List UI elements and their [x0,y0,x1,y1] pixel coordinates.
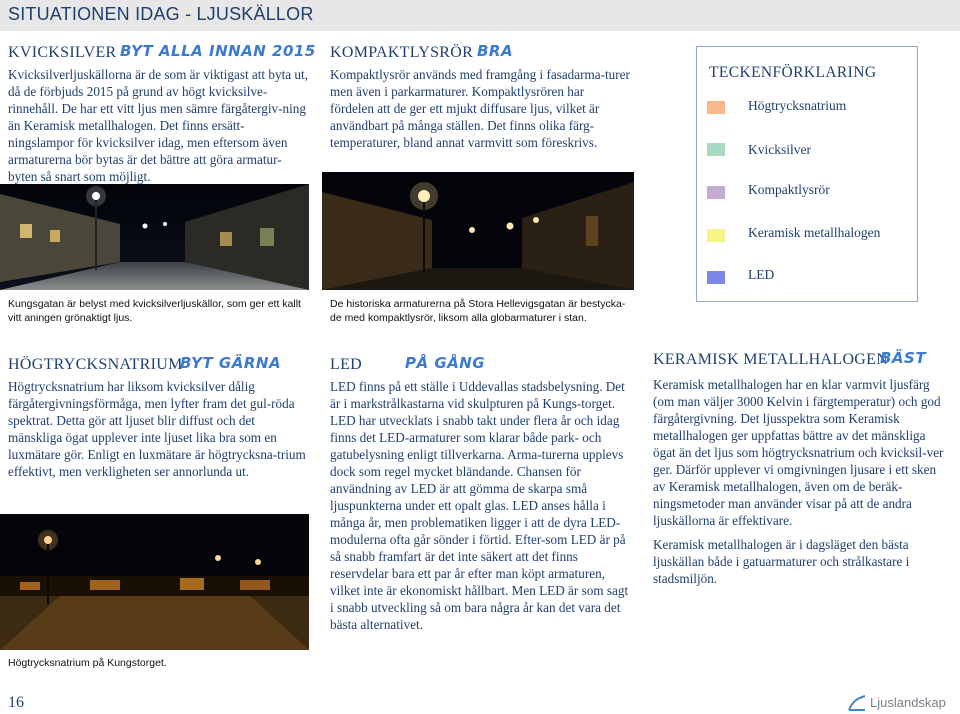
keramisk-tag: BÄST [880,349,927,367]
legend-label-led: LED [748,267,775,282]
led-body: LED finns på ett ställe i Uddevallas stadsbelysning. Det är i markstrålkastarna vid skulpturen på Kungs-torget. LED har utvecklats i snabb takt under flera år och idag finns det LED-armaturer som klarar både park- och gatubelysning enligt tillverkarna. Arma-turerna upplevs dock som regel mycket bländande. Chansen för användning av LED är att gömma de skarpa små ljuspunkterna under ett opalt glas. LED anses hålla i många år, men problematiken ligger i att de dyra LED-modulerna ofta går sönder i förtid. Efter-som LED är på så snabb framfart är det inte säkert att det finns reservdelar bara ett par år efter man köpt armaturen, vilket inte är ekonomiskt hållbart. Men LED är som sagt i snabb utveckling så om bara några år kan det vara det bästa alternativet. [330,379,629,632]
hogtrycksnatrium-body: Högtrycksnatrium har liksom kvicksilver dålig färgåtergivningsförmåga, men lyfter fram det gul-röda spektrat. Detta gör att ljuset blir diffust och det mänskliga ögat upplever inte ljuset lika bra som en luxmätare gör. Enligt en luxmätare är högtrycksna-trium effektivt, men verkligheten ser annorlunda ut. [8,379,306,479]
legend-label-hogtrycksnatrium: Högtrycksnatrium [748,98,847,113]
hogtrycksnatrium-caption: Högtrycksnatrium på Kungstorget. [8,657,167,669]
legend-swatch-hogtrycksnatrium [707,101,725,114]
led-heading: LED [330,356,363,373]
logo-text: Ljuslandskap [870,695,946,710]
kungsgatan-photo [0,184,309,290]
legend [696,46,918,302]
kvicksilver-body: Kvicksilverljuskällorna är de som är viktigast att byta ut, då de förbjuds 2015 på grund av högt kvicksilve-rinnehåll. De har ett vitt ljus men sämre färgåtergiv-ning än Keramisk metallhalogen. Det finns ersätt-ningslampor för kvicksilver idag, men eftersom även armaturerna bör bytas är det bättre att göra armatur-byten så snart som möjligt. [8,67,308,184]
hogtrycksnatrium-tag: BYT GÄRNA [180,354,282,372]
legend-label-keramisk-metallhalogen: Keramisk metallhalogen [748,225,881,240]
legend-label-kvicksilver: Kvicksilver [748,142,811,157]
legend-title: TECKENFÖRKLARING [709,64,877,81]
legend-swatch-kompaktlysror [707,186,725,199]
page-number: 16 [8,694,24,711]
keramisk-heading: KERAMISK METALLHALOGEN [653,351,889,368]
stora-hellevigsgatan-photo [322,172,634,290]
kvicksilver-tag: BYT ALLA INNAN 2015 [120,42,316,60]
keramisk-body-2: Keramisk metallhalogen är i dagsläget den bästa ljuskällan både i gatuarmaturer och strålkastare i stadsmiljön. [653,537,910,586]
legend-swatch-keramisk-metallhalogen [707,229,725,242]
legend-swatch-kvicksilver [707,143,725,156]
hogtrycksnatrium-heading: HÖGTRYCKSNATRIUM [8,356,183,373]
keramisk-body-1: Keramisk metallhalogen har en klar varmvit ljusfärg (om man väljer 3000 Kelvin i färgtemperatur) och god färgåtergivning. Det ljusspektra som Keramisk metallhalogen ger uppfattas bättre av det mänskliga ögat än det ljus som högtrycksnatrium och kvicksil-ver ger. Därför upplever vi omgivningen ljusare i ett sken av Keramisk metallhalogen, även om de beräk-ningsmetoder man använder visar på att de andra ljuskällorna är effektivare. [653,377,944,528]
page-title: SITUATIONEN IDAG - LJUSKÄLLOR [8,4,314,24]
logo-mark-icon [848,695,866,711]
kompaktlysror-caption: De historiska armaturerna på Stora Hellevigsgatan är bestycka-de med kompaktlysrör, liksom alla globarmaturer i stan. [330,298,626,324]
led-tag: PÅ GÅNG [405,354,486,372]
legend-swatch-led [707,271,725,284]
kompaktlysror-heading: KOMPAKTLYSRÖR [330,44,474,61]
kungstorget-photo [0,514,309,650]
legend-label-kompaktlysror: Kompaktlysrör [748,182,830,197]
kvicksilver-caption: Kungsgatan är belyst med kvicksilverljuskällor, som ger ett kallt vitt aningen grönaktigt ljus. [8,298,301,324]
kompaktlysror-tag: BRA [477,42,514,60]
ljuslandskap-logo [848,693,960,713]
kompaktlysror-body: Kompaktlysrör används med framgång i fasadarma-turer men även i parkarmaturer. Kompaktlysrören har fördelen att de ger ett mjukt diffusare ljus, vilket är användbart på många ställen. Det finns olika färg-temperaturer, bland annat varmvitt som föreskrivs. [330,67,630,150]
kvicksilver-heading: KVICKSILVER [8,44,117,61]
